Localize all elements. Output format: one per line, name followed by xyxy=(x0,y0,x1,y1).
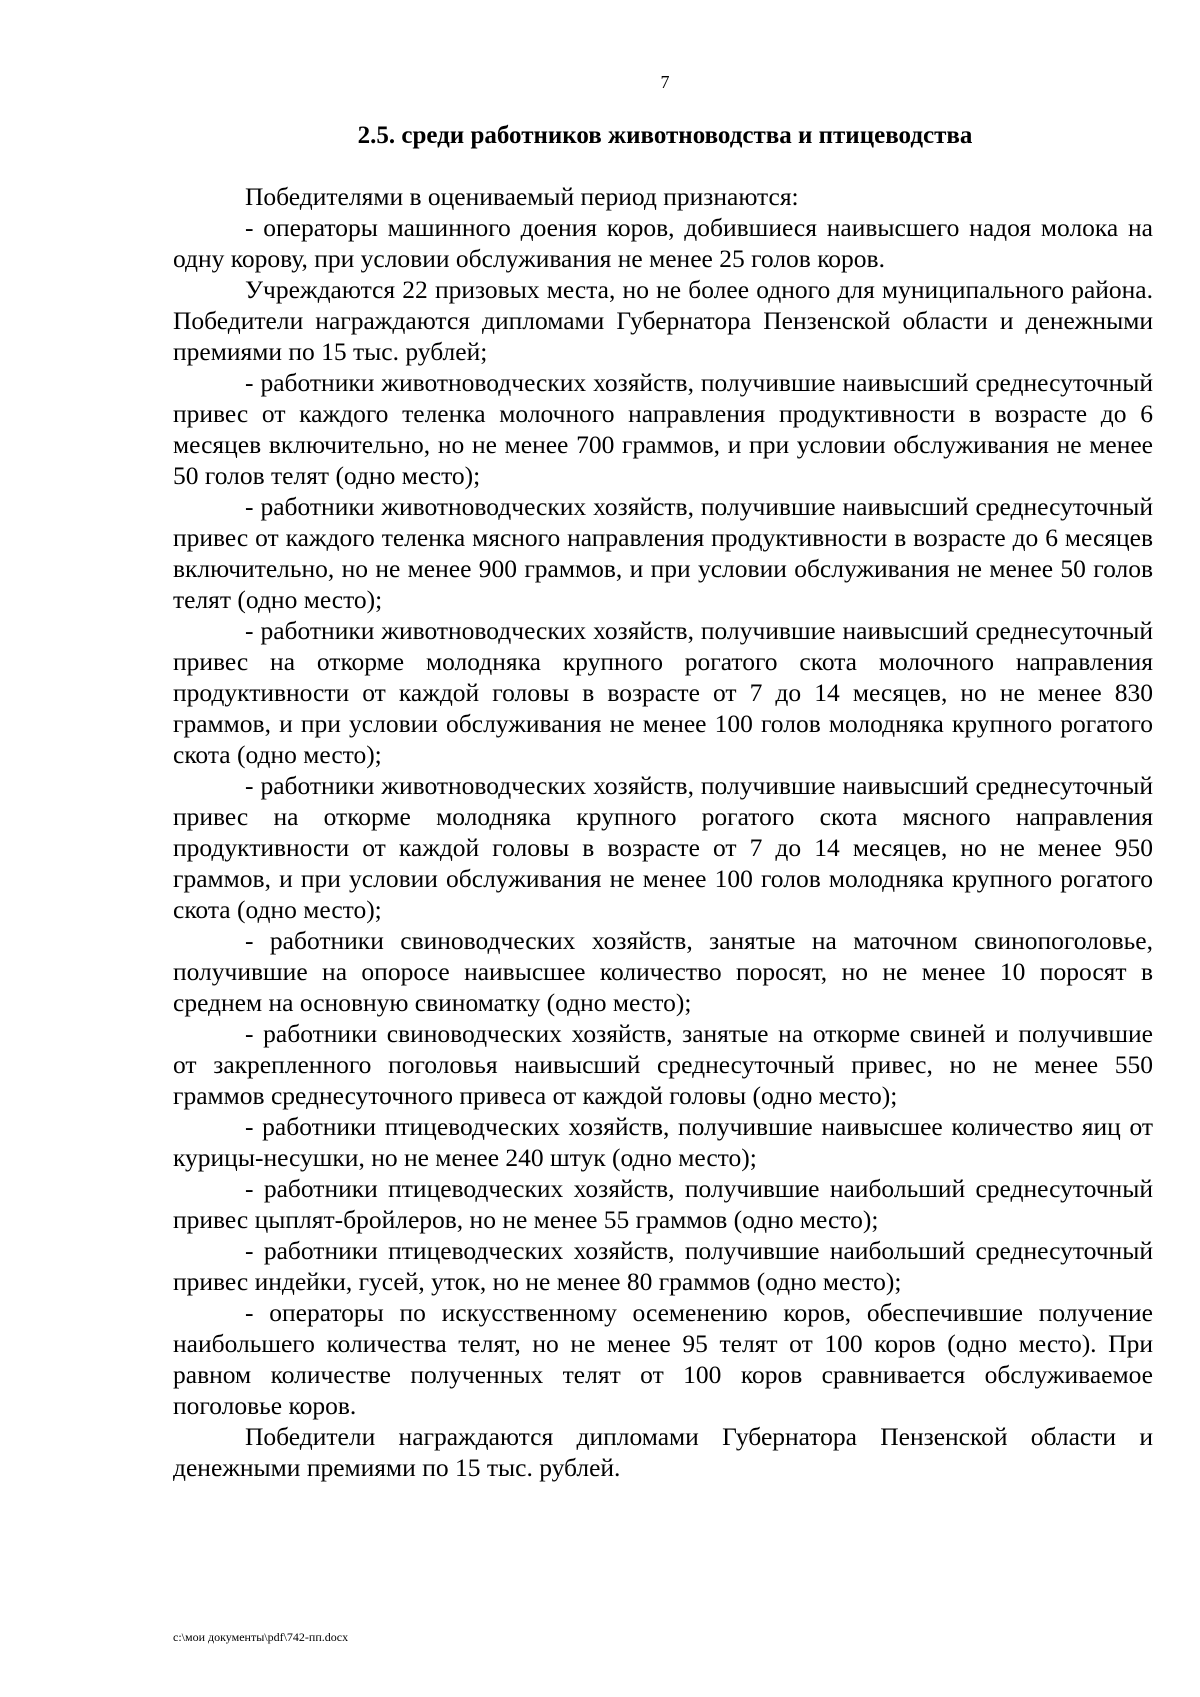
paragraph-sow-farrowing: - работники свиноводческих хозяйств, занятые на маточном свинопоголовье, получившие на опоросе наивысшее количество поросят, но не менее 10 поросят в среднем на основную свиноматку (одно место); xyxy=(173,926,1153,1017)
paragraph-winners-intro: Победителями в оцениваемый период признаются: xyxy=(245,182,799,211)
paragraph-beef-calves: - работники животноводческих хозяйств, получившие наивысший среднесуточный привес от каждого теленка мясного направления продуктивности в возрасте до 6 месяцев включительно, но не менее 900 граммов, и при условии обслуживания не менее 50 голов телят (одно место); xyxy=(173,492,1153,614)
paragraph-prize-places: Учреждаются 22 призовых места, но не более одного для муниципального района. Победители награждаются дипломами Губернатора Пензенской области и денежными премиями по 15 тыс. рублей; xyxy=(173,275,1153,366)
paragraph-milking-operators: - операторы машинного доения коров, добившиеся наивысшего надоя молока на одну корову, при условии обслуживания не менее 25 голов коров. xyxy=(173,213,1153,273)
paragraph-dairy-young-cattle: - работники животноводческих хозяйств, получившие наивысший среднесуточный привес на откорме молодняка крупного рогатого скота молочного направления продуктивности от каждой головы в возрасте от 7 до 14 месяцев, но не менее 830 граммов, и при условии обслуживания не менее 100 голов молодняка крупного рогатого скота (одно место); xyxy=(173,616,1153,769)
footer-file-path: c:\мои документы\pdf\742-пп.docx xyxy=(173,1630,349,1644)
paragraph-beef-young-cattle: - работники животноводческих хозяйств, получившие наивысший среднесуточный привес на откорме молодняка крупного рогатого скота мясного направления продуктивности от каждой головы в возрасте от 7 до 14 месяцев, но не менее 950 граммов, и при условии обслуживания не менее 100 голов молодняка крупного рогатого скота (одно место); xyxy=(173,771,1153,924)
document-body xyxy=(173,181,1153,1483)
paragraph-pig-fattening: - работники свиноводческих хозяйств, занятые на откорме свиней и получившие от закрепленного поголовья наивысший среднесуточный привес, но не менее 550 граммов среднесуточного привеса от каждой головы (одно место); xyxy=(173,1019,1153,1110)
paragraph-insemination-operators: - операторы по искусственному осеменению коров, обеспечившие получение наибольшего количества телят, но не менее 95 телят от 100 коров (одно место). При равном количестве полученных телят от 100 коров сравнивается обслуживаемое поголовье коров. xyxy=(173,1298,1153,1420)
paragraph-awards-closing: Победители награждаются дипломами Губернатора Пензенской области и денежными премиями по 15 тыс. рублей. xyxy=(173,1422,1153,1482)
section-title: 2.5. среди работников животноводства и птицеводства xyxy=(357,122,973,149)
paragraph-turkey-geese-ducks: - работники птицеводческих хозяйств, получившие наибольший среднесуточный привес индейки, гусей, уток, но не менее 80 граммов (одно место); xyxy=(173,1236,1153,1296)
paragraph-dairy-calves: - работники животноводческих хозяйств, получившие наивысший среднесуточный привес от каждого теленка молочного направления продуктивности в возрасте до 6 месяцев включительно, но не менее 700 граммов, и при условии обслуживания не менее 50 голов телят (одно место); xyxy=(173,368,1153,490)
paragraph-laying-hens: - работники птицеводческих хозяйств, получившие наивысшее количество яиц от курицы-несушки, но не менее 240 штук (одно место); xyxy=(173,1112,1153,1172)
paragraph-broilers: - работники птицеводческих хозяйств, получившие наибольший среднесуточный привес цыплят-бройлеров, но не менее 55 граммов (одно место); xyxy=(173,1174,1153,1234)
page-number: 7 xyxy=(660,72,670,92)
